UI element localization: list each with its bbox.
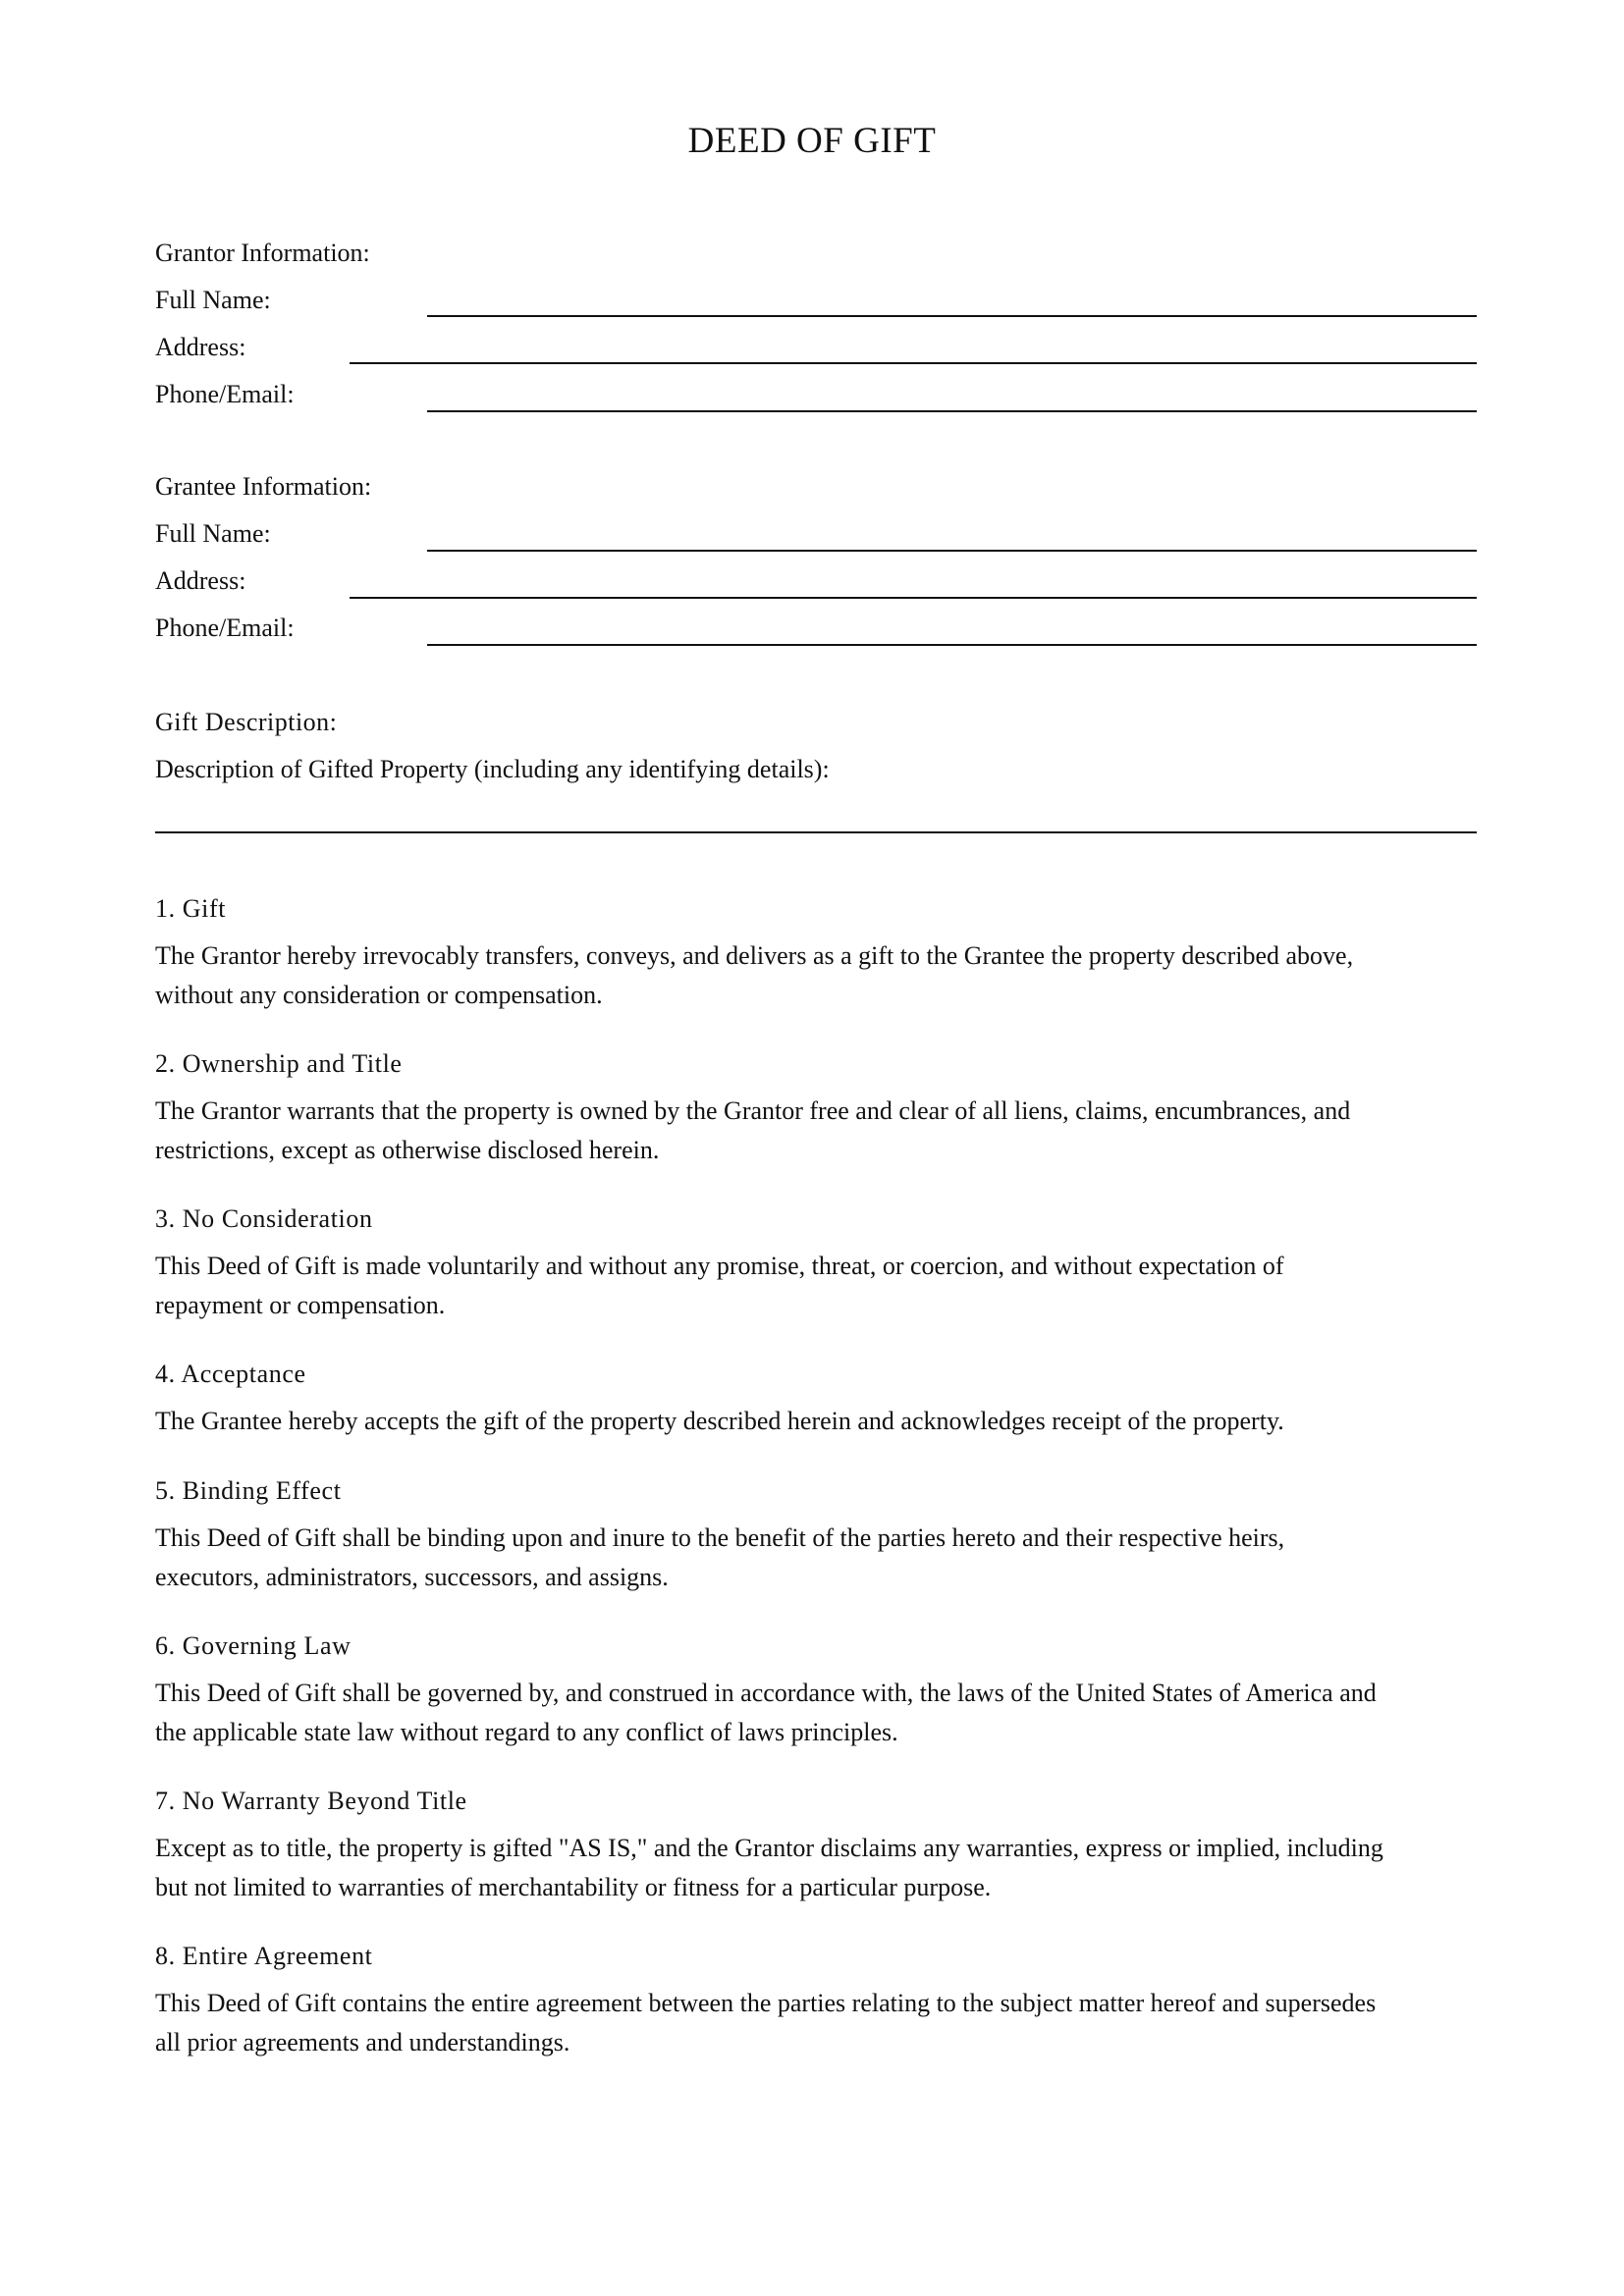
section-body [155, 1092, 1481, 1170]
section-text-line: repayment or compensation. [155, 1291, 446, 1319]
section-text-line: This Deed of Gift contains the entire agreement between the parties relating to the subject matter hereof and supersedes [155, 1989, 1377, 2017]
section-heading: 2. Ownership and Title [155, 1049, 403, 1078]
section-heading: 6. Governing Law [155, 1631, 352, 1660]
section-text-line: all prior agreements and understandings. [155, 2028, 570, 2056]
section-body [155, 936, 1481, 1015]
section-text-line: The Grantee hereby accepts the gift of the property described herein and acknowledges receipt of the property. [155, 1407, 1284, 1435]
grantor-address-field[interactable] [350, 362, 1477, 364]
grantor-contact-field[interactable] [427, 410, 1477, 412]
section-heading: 5. Binding Effect [155, 1476, 342, 1505]
section-text-line: executors, administrators, successors, and assigns. [155, 1563, 669, 1591]
grantor-heading: Grantor Information: [155, 239, 370, 267]
section-text-line: but not limited to warranties of merchantability or fitness for a particular purpose. [155, 1873, 992, 1901]
section-heading: 4. Acceptance [155, 1360, 306, 1388]
section-body [155, 1402, 1481, 1441]
section-heading: 7. No Warranty Beyond Title [155, 1787, 467, 1815]
section-text-line: This Deed of Gift shall be binding upon and inure to the benefit of the parties hereto and their respective heirs, [155, 1523, 1285, 1552]
section-text-line: This Deed of Gift shall be governed by, and construed in accordance with, the laws of the United States of America and [155, 1679, 1377, 1707]
gift-description-field[interactable] [155, 831, 1477, 833]
section-heading: 8. Entire Agreement [155, 1942, 373, 1970]
grantee-contact-field[interactable] [427, 644, 1477, 646]
section-text-line: Except as to title, the property is gifted "AS IS," and the Grantor disclaims any warranties, express or implied, including [155, 1834, 1383, 1862]
section-body [155, 1674, 1481, 1752]
grantor-contact-label: Phone/Email: [155, 380, 295, 408]
grantor-full-name-field[interactable] [427, 315, 1477, 317]
section-text-line: restrictions, except as otherwise disclosed herein. [155, 1136, 660, 1164]
section-body [155, 1519, 1481, 1597]
grantor-full-name-label: Full Name: [155, 286, 271, 314]
section-body [155, 1829, 1481, 1907]
section-heading: 3. No Consideration [155, 1204, 373, 1233]
grantor-address-label: Address: [155, 333, 246, 361]
grantee-heading: Grantee Information: [155, 472, 372, 501]
section-text-line: The Grantor warrants that the property is owned by the Grantor free and clear of all liens, claims, encumbrances, and [155, 1096, 1351, 1125]
grantee-address-field[interactable] [350, 597, 1477, 599]
grantee-full-name-label: Full Name: [155, 519, 271, 548]
grantee-full-name-field[interactable] [427, 550, 1477, 552]
gift-heading: Gift Description: [155, 708, 338, 736]
grantee-address-label: Address: [155, 566, 246, 595]
section-body [155, 1984, 1481, 2062]
section-text-line: The Grantor hereby irrevocably transfers, conveys, and delivers as a gift to the Grantee the property described above, [155, 941, 1354, 970]
grantee-contact-label: Phone/Email: [155, 614, 295, 642]
document-title: DEED OF GIFT [687, 121, 937, 161]
section-text-line: without any consideration or compensation. [155, 981, 603, 1009]
section-text-line: the applicable state law without regard to any conflict of laws principles. [155, 1718, 898, 1746]
section-body [155, 1247, 1481, 1325]
section-text-line: This Deed of Gift is made voluntarily and without any promise, threat, or coercion, and without expectation of [155, 1252, 1284, 1280]
gift-description-label: Description of Gifted Property (including any identifying details): [155, 755, 830, 783]
section-heading: 1. Gift [155, 894, 227, 923]
